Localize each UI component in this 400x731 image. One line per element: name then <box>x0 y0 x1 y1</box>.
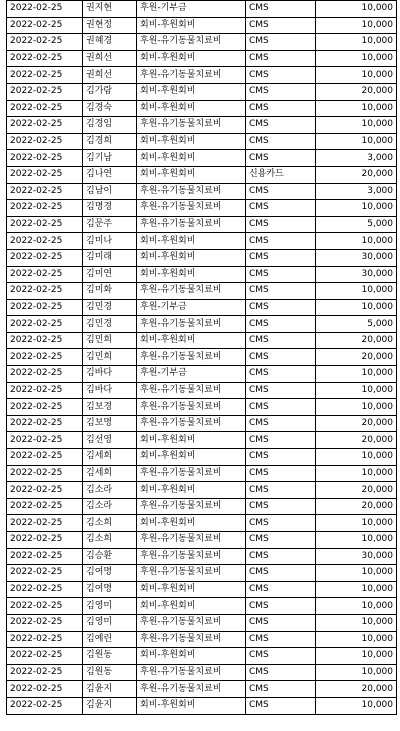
date-cell[interactable]: 2022-02-25 <box>7 548 83 565</box>
table-row[interactable] <box>7 482 397 499</box>
name-cell[interactable]: 김미래 <box>83 249 137 266</box>
method-cell[interactable]: 신용카드 <box>246 166 316 183</box>
type-cell[interactable]: 회비-후원회비 <box>137 581 246 598</box>
type-cell[interactable]: 회비-후원회비 <box>137 83 246 100</box>
method-cell[interactable]: CMS <box>246 548 316 565</box>
date-cell[interactable]: 2022-02-25 <box>7 150 83 167</box>
amount-cell[interactable]: 10,000 <box>316 117 397 134</box>
type-cell[interactable]: 후원-유기동물치료비 <box>137 664 246 681</box>
date-cell[interactable]: 2022-02-25 <box>7 332 83 349</box>
amount-cell[interactable]: 20,000 <box>316 681 397 698</box>
donation-table <box>6 0 397 715</box>
method-cell[interactable]: CMS <box>246 366 316 383</box>
date-cell[interactable]: 2022-02-25 <box>7 17 83 34</box>
method-cell[interactable]: CMS <box>246 133 316 150</box>
method-cell[interactable]: CMS <box>246 332 316 349</box>
table-row[interactable] <box>7 648 397 665</box>
type-cell[interactable]: 후원-유기동물치료비 <box>137 67 246 84</box>
table-row[interactable] <box>7 166 397 183</box>
table-row[interactable] <box>7 581 397 598</box>
name-cell[interactable]: 김예린 <box>83 631 137 648</box>
table-row[interactable] <box>7 332 397 349</box>
type-cell[interactable]: 후원-유기동물치료비 <box>137 216 246 233</box>
table-row[interactable] <box>7 631 397 648</box>
type-cell[interactable]: 후원-유기동물치료비 <box>137 399 246 416</box>
date-cell[interactable]: 2022-02-25 <box>7 399 83 416</box>
amount-cell[interactable]: 10,000 <box>316 581 397 598</box>
table-row[interactable] <box>7 415 397 432</box>
amount-cell[interactable]: 30,000 <box>316 266 397 283</box>
method-cell[interactable]: CMS <box>246 598 316 615</box>
type-cell[interactable]: 회비-후원회비 <box>137 166 246 183</box>
type-cell[interactable]: 회비-후원회비 <box>137 100 246 117</box>
date-cell[interactable]: 2022-02-25 <box>7 614 83 631</box>
date-cell[interactable]: 2022-02-25 <box>7 1 83 18</box>
name-cell[interactable]: 김미화 <box>83 283 137 300</box>
type-cell[interactable]: 후원-유기동물치료비 <box>137 532 246 549</box>
table-row[interactable] <box>7 316 397 333</box>
date-cell[interactable]: 2022-02-25 <box>7 200 83 217</box>
type-cell[interactable]: 후원-유기동물치료비 <box>137 681 246 698</box>
method-cell[interactable]: CMS <box>246 200 316 217</box>
name-cell[interactable]: 김원동 <box>83 664 137 681</box>
amount-cell[interactable]: 5,000 <box>316 316 397 333</box>
type-cell[interactable]: 회비-후원회비 <box>137 133 246 150</box>
method-cell[interactable]: CMS <box>246 1 316 18</box>
type-cell[interactable]: 회비-후원회비 <box>137 150 246 167</box>
method-cell[interactable]: CMS <box>246 183 316 200</box>
name-cell[interactable]: 권혜경 <box>83 34 137 51</box>
type-cell[interactable]: 후원-유기동물치료비 <box>137 631 246 648</box>
table-row[interactable] <box>7 399 397 416</box>
table-row[interactable] <box>7 449 397 466</box>
name-cell[interactable]: 김바다 <box>83 382 137 399</box>
amount-cell[interactable]: 10,000 <box>316 50 397 67</box>
method-cell[interactable]: CMS <box>246 681 316 698</box>
amount-cell[interactable]: 10,000 <box>316 449 397 466</box>
amount-cell[interactable]: 30,000 <box>316 249 397 266</box>
type-cell[interactable]: 후원-유기동물치료비 <box>137 614 246 631</box>
type-cell[interactable]: 후원-유기동물치료비 <box>137 316 246 333</box>
table-row[interactable] <box>7 83 397 100</box>
name-cell[interactable]: 김선영 <box>83 432 137 449</box>
type-cell[interactable]: 후원-기부금 <box>137 366 246 383</box>
method-cell[interactable]: CMS <box>246 565 316 582</box>
method-cell[interactable]: CMS <box>246 515 316 532</box>
name-cell[interactable]: 김경희 <box>83 133 137 150</box>
method-cell[interactable]: CMS <box>246 532 316 549</box>
amount-cell[interactable]: 10,000 <box>316 133 397 150</box>
type-cell[interactable]: 후원-유기동물치료비 <box>137 465 246 482</box>
type-cell[interactable]: 후원-유기동물치료비 <box>137 415 246 432</box>
name-cell[interactable]: 김원동 <box>83 648 137 665</box>
date-cell[interactable]: 2022-02-25 <box>7 34 83 51</box>
table-row[interactable] <box>7 366 397 383</box>
table-body <box>7 1 397 715</box>
name-cell[interactable]: 김민희 <box>83 349 137 366</box>
amount-cell[interactable]: 10,000 <box>316 465 397 482</box>
date-cell[interactable]: 2022-02-25 <box>7 266 83 283</box>
amount-cell[interactable]: 10,000 <box>316 565 397 582</box>
table-row[interactable] <box>7 382 397 399</box>
amount-cell[interactable]: 10,000 <box>316 631 397 648</box>
name-cell[interactable]: 김여명 <box>83 565 137 582</box>
type-cell[interactable]: 회비-후원회비 <box>137 50 246 67</box>
method-cell[interactable]: CMS <box>246 498 316 515</box>
amount-cell[interactable]: 20,000 <box>316 415 397 432</box>
method-cell[interactable]: CMS <box>246 233 316 250</box>
date-cell[interactable]: 2022-02-25 <box>7 117 83 134</box>
type-cell[interactable]: 후원-유기동물치료비 <box>137 548 246 565</box>
method-cell[interactable]: CMS <box>246 83 316 100</box>
table-row[interactable] <box>7 133 397 150</box>
amount-cell[interactable]: 3,000 <box>316 150 397 167</box>
name-cell[interactable]: 김민경 <box>83 316 137 333</box>
date-cell[interactable]: 2022-02-25 <box>7 465 83 482</box>
name-cell[interactable]: 김보경 <box>83 399 137 416</box>
date-cell[interactable]: 2022-02-25 <box>7 166 83 183</box>
amount-cell[interactable]: 10,000 <box>316 67 397 84</box>
table-row[interactable] <box>7 183 397 200</box>
table-row[interactable] <box>7 664 397 681</box>
date-cell[interactable]: 2022-02-25 <box>7 67 83 84</box>
type-cell[interactable]: 회비-후원회비 <box>137 17 246 34</box>
name-cell[interactable]: 김미나 <box>83 233 137 250</box>
table-row[interactable] <box>7 233 397 250</box>
name-cell[interactable]: 김보명 <box>83 415 137 432</box>
method-cell[interactable]: CMS <box>246 648 316 665</box>
table-row[interactable] <box>7 50 397 67</box>
amount-cell[interactable]: 20,000 <box>316 482 397 499</box>
type-cell[interactable]: 회비-후원회비 <box>137 266 246 283</box>
name-cell[interactable]: 김기남 <box>83 150 137 167</box>
date-cell[interactable]: 2022-02-25 <box>7 598 83 615</box>
method-cell[interactable]: CMS <box>246 117 316 134</box>
amount-cell[interactable]: 10,000 <box>316 283 397 300</box>
table-row[interactable] <box>7 216 397 233</box>
amount-cell[interactable]: 10,000 <box>316 515 397 532</box>
date-cell[interactable]: 2022-02-25 <box>7 581 83 598</box>
name-cell[interactable]: 김미연 <box>83 266 137 283</box>
date-cell[interactable]: 2022-02-25 <box>7 133 83 150</box>
date-cell[interactable]: 2022-02-25 <box>7 100 83 117</box>
type-cell[interactable]: 후원-유기동물치료비 <box>137 382 246 399</box>
method-cell[interactable]: CMS <box>246 399 316 416</box>
method-cell[interactable]: CMS <box>246 17 316 34</box>
name-cell[interactable]: 김남이 <box>83 183 137 200</box>
amount-cell[interactable]: 20,000 <box>316 332 397 349</box>
name-cell[interactable]: 김세희 <box>83 465 137 482</box>
amount-cell[interactable]: 20,000 <box>316 498 397 515</box>
table-row[interactable] <box>7 565 397 582</box>
method-cell[interactable]: CMS <box>246 382 316 399</box>
table-row[interactable] <box>7 67 397 84</box>
amount-cell[interactable]: 20,000 <box>316 432 397 449</box>
name-cell[interactable]: 김세희 <box>83 449 137 466</box>
amount-cell[interactable]: 20,000 <box>316 166 397 183</box>
type-cell[interactable]: 회비-후원회비 <box>137 449 246 466</box>
type-cell[interactable]: 후원-유기동물치료비 <box>137 200 246 217</box>
date-cell[interactable]: 2022-02-25 <box>7 498 83 515</box>
date-cell[interactable]: 2022-02-25 <box>7 449 83 466</box>
method-cell[interactable]: CMS <box>246 316 316 333</box>
amount-cell[interactable]: 10,000 <box>316 34 397 51</box>
name-cell[interactable]: 김경숙 <box>83 100 137 117</box>
amount-cell[interactable]: 10,000 <box>316 17 397 34</box>
name-cell[interactable]: 권현정 <box>83 17 137 34</box>
table-row[interactable] <box>7 515 397 532</box>
table-row[interactable] <box>7 34 397 51</box>
amount-cell[interactable]: 10,000 <box>316 100 397 117</box>
type-cell[interactable]: 후원-유기동물치료비 <box>137 349 246 366</box>
date-cell[interactable]: 2022-02-25 <box>7 249 83 266</box>
name-cell[interactable]: 김문주 <box>83 216 137 233</box>
date-cell[interactable]: 2022-02-25 <box>7 697 83 714</box>
name-cell[interactable]: 권희선 <box>83 67 137 84</box>
amount-cell[interactable]: 10,000 <box>316 399 397 416</box>
method-cell[interactable]: CMS <box>246 482 316 499</box>
amount-cell[interactable]: 5,000 <box>316 216 397 233</box>
type-cell[interactable]: 후원-유기동물치료비 <box>137 565 246 582</box>
date-cell[interactable]: 2022-02-25 <box>7 681 83 698</box>
amount-cell[interactable]: 10,000 <box>316 1 397 18</box>
amount-cell[interactable]: 10,000 <box>316 233 397 250</box>
date-cell[interactable]: 2022-02-25 <box>7 283 83 300</box>
method-cell[interactable]: CMS <box>246 697 316 714</box>
type-cell[interactable]: 회비-후원회비 <box>137 332 246 349</box>
type-cell[interactable]: 후원-유기동물치료비 <box>137 117 246 134</box>
date-cell[interactable]: 2022-02-25 <box>7 482 83 499</box>
table-row[interactable] <box>7 117 397 134</box>
table-row[interactable] <box>7 432 397 449</box>
method-cell[interactable]: CMS <box>246 216 316 233</box>
date-cell[interactable]: 2022-02-25 <box>7 432 83 449</box>
amount-cell[interactable]: 10,000 <box>316 366 397 383</box>
name-cell[interactable]: 김영미 <box>83 598 137 615</box>
method-cell[interactable]: CMS <box>246 449 316 466</box>
date-cell[interactable]: 2022-02-25 <box>7 565 83 582</box>
type-cell[interactable]: 후원-기부금 <box>137 299 246 316</box>
table-row[interactable] <box>7 548 397 565</box>
type-cell[interactable]: 회비-후원회비 <box>137 697 246 714</box>
table-row[interactable] <box>7 697 397 714</box>
method-cell[interactable]: CMS <box>246 664 316 681</box>
method-cell[interactable]: CMS <box>246 631 316 648</box>
amount-cell[interactable]: 10,000 <box>316 200 397 217</box>
date-cell[interactable]: 2022-02-25 <box>7 50 83 67</box>
type-cell[interactable]: 후원-기부금 <box>137 1 246 18</box>
name-cell[interactable]: 김윤지 <box>83 681 137 698</box>
method-cell[interactable]: CMS <box>246 67 316 84</box>
type-cell[interactable]: 회비-후원회비 <box>137 482 246 499</box>
method-cell[interactable]: CMS <box>246 349 316 366</box>
date-cell[interactable]: 2022-02-25 <box>7 515 83 532</box>
date-cell[interactable]: 2022-02-25 <box>7 382 83 399</box>
name-cell[interactable]: 김민희 <box>83 332 137 349</box>
method-cell[interactable]: CMS <box>246 581 316 598</box>
date-cell[interactable]: 2022-02-25 <box>7 83 83 100</box>
name-cell[interactable]: 김바다 <box>83 366 137 383</box>
date-cell[interactable]: 2022-02-25 <box>7 316 83 333</box>
table-row[interactable] <box>7 349 397 366</box>
amount-cell[interactable]: 3,000 <box>316 183 397 200</box>
name-cell[interactable]: 김윤지 <box>83 697 137 714</box>
date-cell[interactable]: 2022-02-25 <box>7 349 83 366</box>
method-cell[interactable]: CMS <box>246 415 316 432</box>
method-cell[interactable]: CMS <box>246 465 316 482</box>
table-row[interactable] <box>7 200 397 217</box>
table-row[interactable] <box>7 614 397 631</box>
table-row[interactable] <box>7 150 397 167</box>
method-cell[interactable]: CMS <box>246 299 316 316</box>
name-cell[interactable]: 김소라 <box>83 482 137 499</box>
method-cell[interactable]: CMS <box>246 50 316 67</box>
type-cell[interactable]: 후원-유기동물치료비 <box>137 183 246 200</box>
table-row[interactable] <box>7 100 397 117</box>
name-cell[interactable]: 김소희 <box>83 532 137 549</box>
table-row[interactable] <box>7 465 397 482</box>
name-cell[interactable]: 김소희 <box>83 515 137 532</box>
amount-cell[interactable]: 10,000 <box>316 614 397 631</box>
table-row[interactable] <box>7 1 397 18</box>
table-row[interactable] <box>7 681 397 698</box>
amount-cell[interactable]: 10,000 <box>316 648 397 665</box>
date-cell[interactable]: 2022-02-25 <box>7 648 83 665</box>
amount-cell[interactable]: 10,000 <box>316 382 397 399</box>
name-cell[interactable]: 김명경 <box>83 200 137 217</box>
amount-cell[interactable]: 30,000 <box>316 548 397 565</box>
date-cell[interactable]: 2022-02-25 <box>7 299 83 316</box>
type-cell[interactable]: 회비-후원회비 <box>137 648 246 665</box>
amount-cell[interactable]: 20,000 <box>316 83 397 100</box>
type-cell[interactable]: 후원-유기동물치료비 <box>137 498 246 515</box>
date-cell[interactable]: 2022-02-25 <box>7 664 83 681</box>
amount-cell[interactable]: 10,000 <box>316 664 397 681</box>
amount-cell[interactable]: 10,000 <box>316 697 397 714</box>
name-cell[interactable]: 김영미 <box>83 614 137 631</box>
date-cell[interactable]: 2022-02-25 <box>7 183 83 200</box>
method-cell[interactable]: CMS <box>246 150 316 167</box>
amount-cell[interactable]: 10,000 <box>316 598 397 615</box>
type-cell[interactable]: 후원-유기동물치료비 <box>137 283 246 300</box>
table-row[interactable] <box>7 598 397 615</box>
name-cell[interactable]: 김민경 <box>83 299 137 316</box>
name-cell[interactable]: 김나연 <box>83 166 137 183</box>
table-row[interactable] <box>7 532 397 549</box>
amount-cell[interactable]: 10,000 <box>316 532 397 549</box>
table-row[interactable] <box>7 498 397 515</box>
type-cell[interactable]: 회비-후원회비 <box>137 249 246 266</box>
name-cell[interactable]: 김승환 <box>83 548 137 565</box>
amount-cell[interactable]: 20,000 <box>316 349 397 366</box>
name-cell[interactable]: 김경임 <box>83 117 137 134</box>
name-cell[interactable]: 권지현 <box>83 1 137 18</box>
table-row[interactable] <box>7 299 397 316</box>
date-cell[interactable]: 2022-02-25 <box>7 216 83 233</box>
date-cell[interactable]: 2022-02-25 <box>7 532 83 549</box>
table-row[interactable] <box>7 17 397 34</box>
type-cell[interactable]: 회비-후원회비 <box>137 233 246 250</box>
table-row[interactable] <box>7 283 397 300</box>
name-cell[interactable]: 김가람 <box>83 83 137 100</box>
date-cell[interactable]: 2022-02-25 <box>7 631 83 648</box>
method-cell[interactable]: CMS <box>246 249 316 266</box>
method-cell[interactable]: CMS <box>246 614 316 631</box>
table-row[interactable] <box>7 249 397 266</box>
table-row[interactable] <box>7 266 397 283</box>
date-cell[interactable]: 2022-02-25 <box>7 415 83 432</box>
method-cell[interactable]: CMS <box>246 283 316 300</box>
type-cell[interactable]: 회비-후원회비 <box>137 598 246 615</box>
date-cell[interactable]: 2022-02-25 <box>7 366 83 383</box>
name-cell[interactable]: 권희선 <box>83 50 137 67</box>
date-cell[interactable]: 2022-02-25 <box>7 233 83 250</box>
type-cell[interactable]: 후원-유기동물치료비 <box>137 34 246 51</box>
method-cell[interactable]: CMS <box>246 266 316 283</box>
method-cell[interactable]: CMS <box>246 432 316 449</box>
name-cell[interactable]: 김여명 <box>83 581 137 598</box>
name-cell[interactable]: 김소라 <box>83 498 137 515</box>
method-cell[interactable]: CMS <box>246 34 316 51</box>
method-cell[interactable]: CMS <box>246 100 316 117</box>
type-cell[interactable]: 회비-후원회비 <box>137 432 246 449</box>
type-cell[interactable]: 회비-후원회비 <box>137 515 246 532</box>
amount-cell[interactable]: 10,000 <box>316 299 397 316</box>
